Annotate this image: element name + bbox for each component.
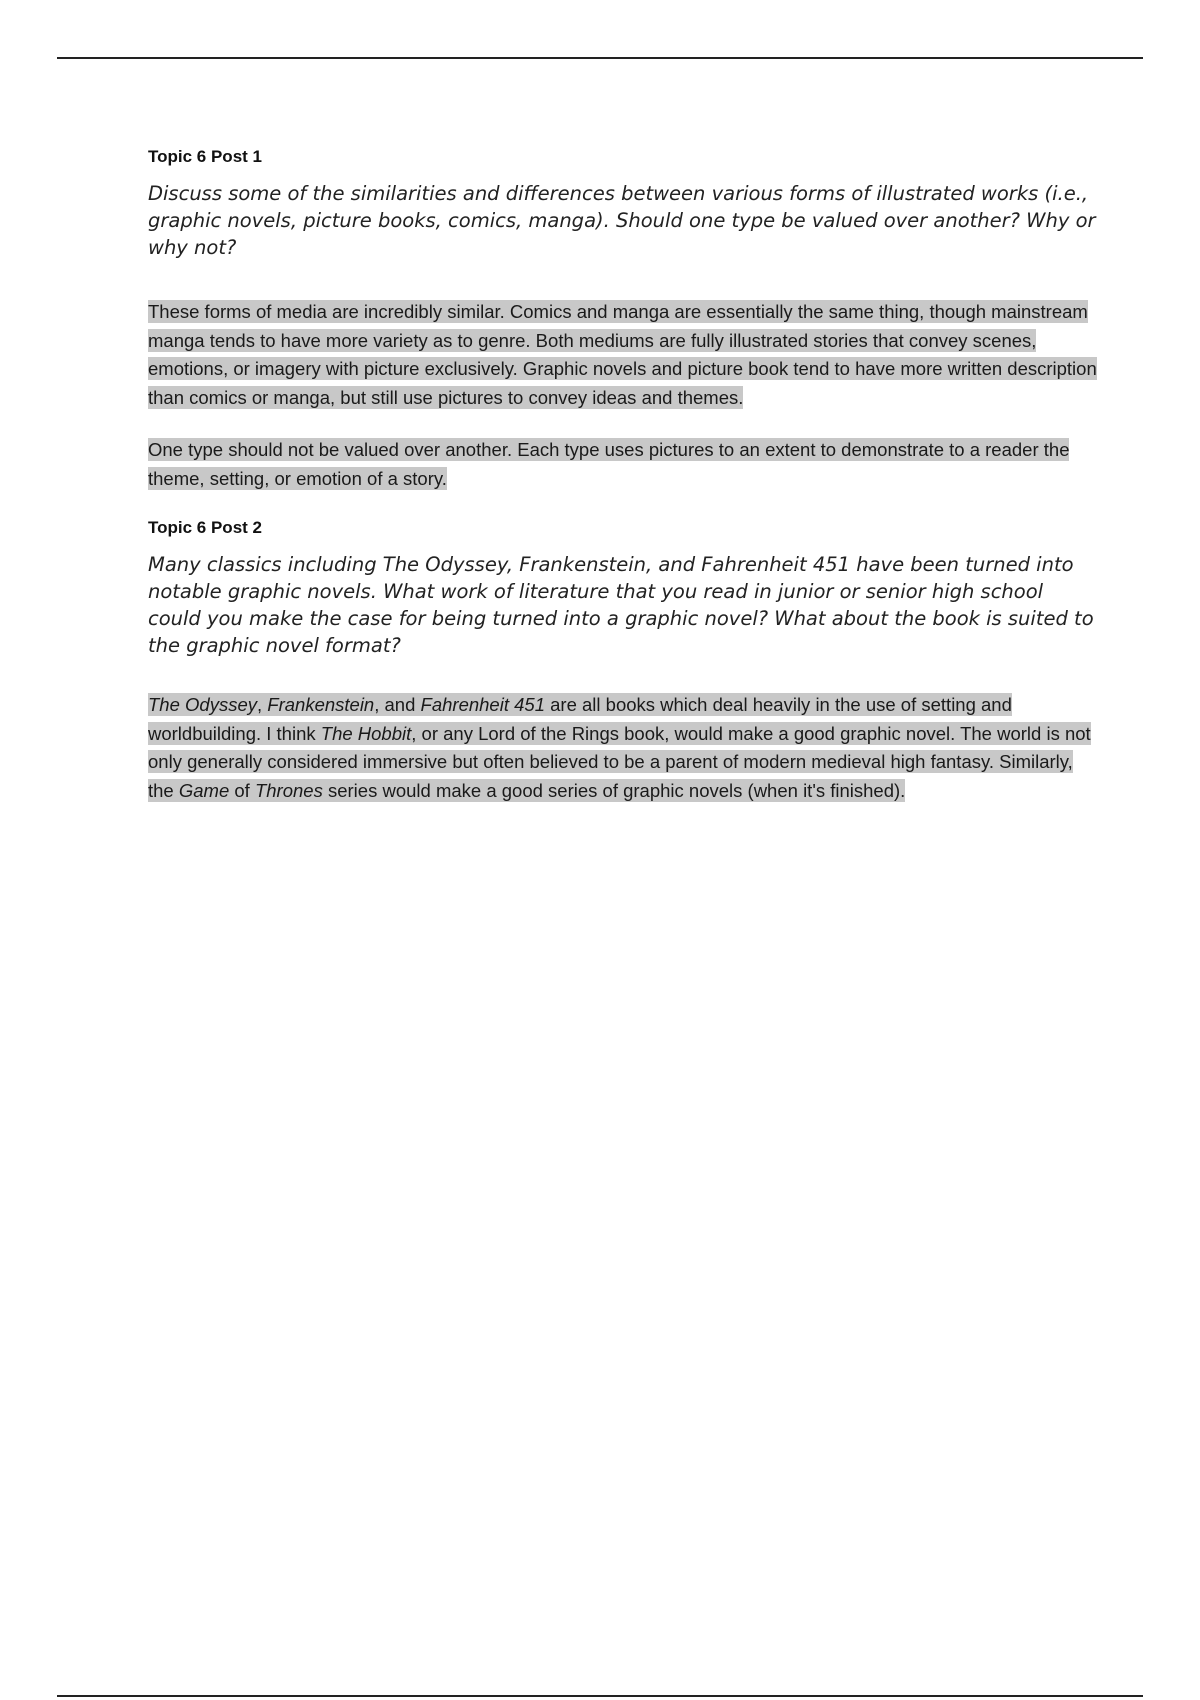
post1-response-text-1: These forms of media are incredibly similar. Comics and manga are essentially the same thing, though mainstream manga tends to have more variety as to genre. Both mediums are fully illustrated stories that convey scenes, emotions, or imagery with picture exclusively. Graphic novels and picture book tend to have more written description than comics or manga, but still use pictures to convey ideas and themes. [148,301,1097,408]
header-rule [57,57,1143,59]
post1-response-paragraph-1 [148,298,1098,412]
post2-prompt: Many classics including The Odyssey, Frankenstein, and Fahrenheit 451 have been turned into notable graphic novels. What work of literature that you read in junior or senior high school could you make the case for being turned into a graphic novel? What about the book is suited to the graphic novel format? [148,553,1094,657]
document-body [148,146,1098,829]
post2-heading: Topic 6 Post 2 [148,518,262,537]
post1-prompt: Discuss some of the similarities and differences between various forms of illustrated works (i.e., graphic novels, picture books, comics, manga). Should one type be valued over another? Why or why not? [148,182,1096,259]
post2-response-text [148,693,1091,802]
response-fragment: , [257,694,268,715]
response-fragment: series would make a good series of graphic novels (when it's finished). [322,779,906,801]
post1-heading: Topic 6 Post 1 [148,147,262,166]
book-title-thrones: Thrones [254,779,323,801]
post1-response-paragraph-2 [148,436,1098,493]
response-fragment: are all books which deal heavily in the use of setting and worldbuilding. I think [148,694,1012,744]
book-title-frankenstein: Frankenstein [267,694,375,715]
footer-rule [57,1695,1143,1697]
book-title-game: Game [178,779,230,801]
response-fragment: of [229,779,255,801]
book-title-fahrenheit: Fahrenheit 451 [420,694,545,715]
post2-response-paragraph [148,691,1098,805]
book-title-odyssey: The Odyssey [148,694,257,715]
post1-response-text-2: One type should not be valued over another. Each type uses pictures to an extent to demonstrate to a reader the theme, setting, or emotion of a story. [148,439,1070,489]
response-fragment: , or any Lord of the Rings book, would make a good graphic novel. The world is not only generally considered immersive but often believed to be a parent of modern medieval high fantasy. Similarly, the [148,722,1091,801]
book-title-hobbit: The Hobbit [320,722,412,744]
response-fragment: , and [374,694,421,715]
